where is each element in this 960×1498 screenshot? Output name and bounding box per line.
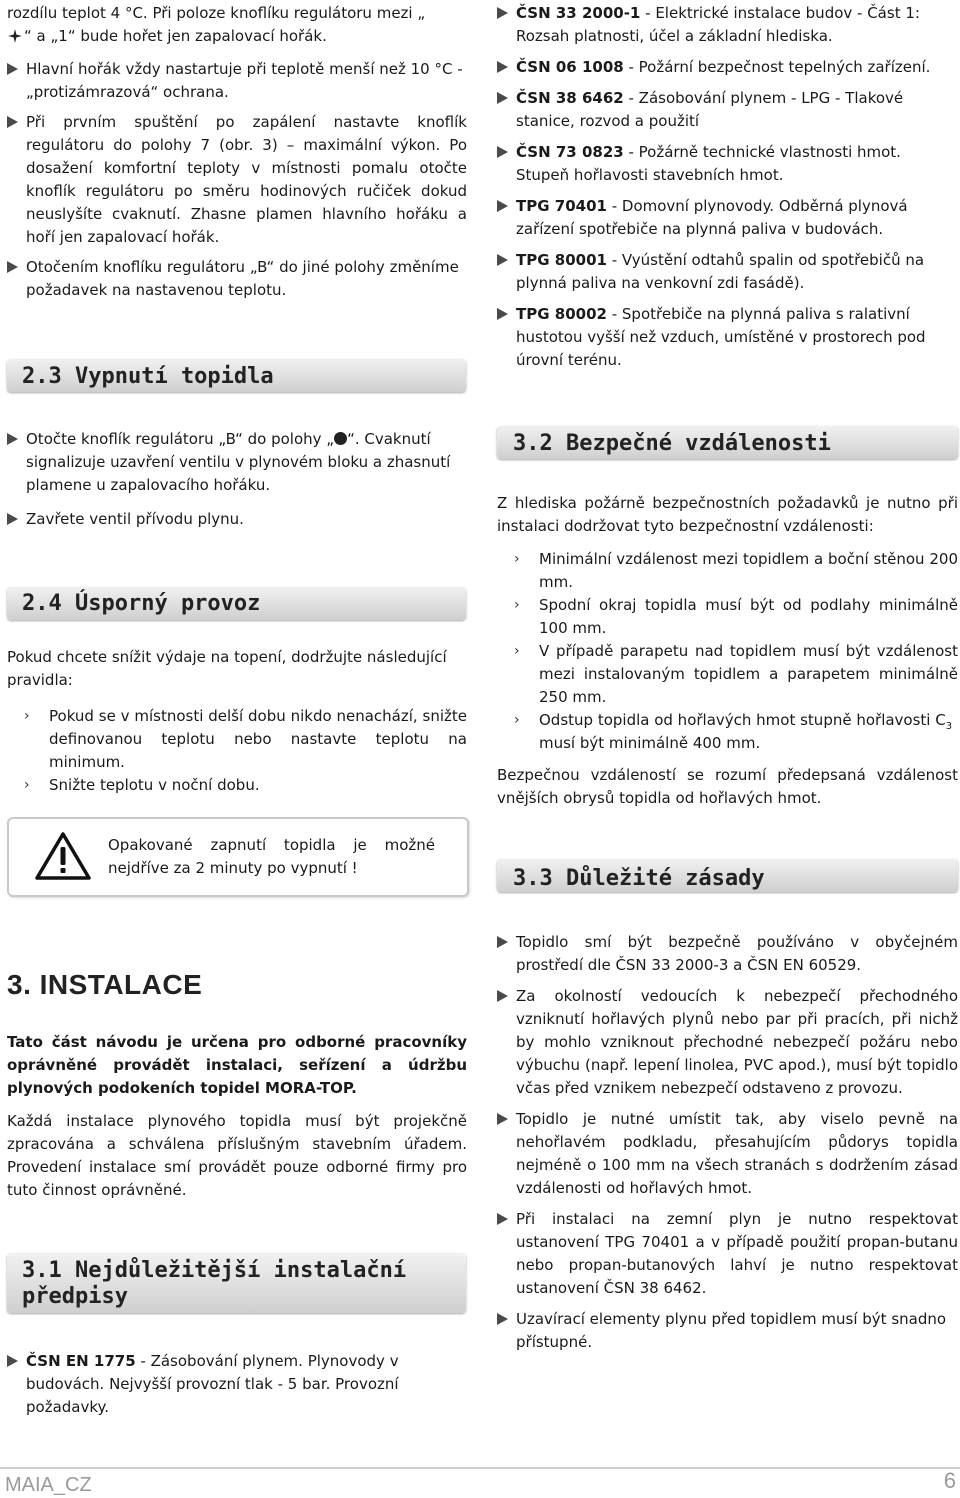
predpis-item: TPG 80002 - Spotřebiče na plynná paliva s ralativní hustotou vyšší než vzduch, umístěné v prostorech pod úrovní terénu. <box>497 303 958 372</box>
intro-text-a: rozdílu teplot 4 °C. Při poloze knoflíku regulátoru mezi „ <box>7 4 426 22</box>
zasada-item: Při instalaci na zemní plyn je nutno respektovat ustanovení TPG 70401 a v případě použití propan-butanu nebo propan-butanových lahví je nutno respektovat ustanovení ČSN 38 6462. <box>497 1208 958 1300</box>
warning-triangle-icon <box>34 831 92 881</box>
heading-instalacni-predpisy: 3.1 Nejdůležitější instalační předpisy <box>22 1258 407 1309</box>
zasada-item: Topidlo smí být bezpečně používáno v obyčejném prostředí dle ČSN 33 2000-3 a ČSN EN 60529. <box>497 931 958 977</box>
predpisy-list <box>497 2 958 372</box>
predpis-csn-en-1775: ČSN EN 1775 - Zásobování plynem. Plynovody v budovách. Nejvyšší provozní tlak - 5 bar. Provozní požadavky. <box>7 1350 467 1419</box>
footer-page-number: 6 <box>943 1468 956 1493</box>
bullet-otocte-knoflik: Otočte knoflík regulátoru „B“ do polohy „ “. Cvaknutí signalizuje uzavření ventilu v plynovém bloku a zhasnutí plamene u zapalovacího hořáku. <box>7 428 467 497</box>
vzdalenost-item: › V případě parapetu nad topidlem musí být vzdálenost mezi instalovaným topidlem a parapetem minimálně 250 mm. <box>514 642 958 706</box>
predpis-item: ČSN 73 0823 - Požárně technické vlastnosti hmot. Stupeň hořlavosti stavebních hmot. <box>497 141 958 187</box>
warning-box <box>7 817 469 897</box>
predpis-item: ČSN 38 6462 - Zásobování plynem - LPG - Tlakové stanice, rozvod a použití <box>497 87 958 133</box>
bullet-hlavni-horak: Hlavní hořák vždy nastartuje při teplotě menší než 10 °C - „protizámrazová“ ochrana. <box>7 58 467 104</box>
bullet-prvni-spusteni: Při prvním spuštění po zapálení nastavte knoflík regulátoru do polohy 7 (obr. 3) – maximální výkon. Po dosažení komfortní teploty v místnosti pomalu otočte knoflík regulátoru po směru hodinových ručiček dokud neuslyšíte cvaknutí. Zhasne plamen hlavního hořáku a hoří jen zapalovací hořák. <box>7 111 467 249</box>
usporny-intro: Pokud chcete snížit výdaje na topení, dodržujte následující pravidla: <box>7 648 447 689</box>
bullet-otocenim: Otočením knoflíku regulátoru „B“ do jiné polohy změníme požadavek na nastavenou teplotu. <box>7 256 467 302</box>
zasada-item: Uzavírací elementy plynu před topidlem musí být snadno přístupné. <box>497 1308 958 1354</box>
intro-text-b: “ a „1“ bude hořet jen zapalovací hořák. <box>24 27 327 45</box>
flame-symbol-icon <box>7 28 23 44</box>
vzdalenost-item: › Odstup topidla od hořlavých hmot stupně hořlavosti $C_3$ musí být minimálně 400 mm. <box>514 711 953 752</box>
off-position-dot-icon <box>334 432 347 445</box>
heading-bezpecne-vzdalenosti: 3.2 Bezpečné vzdálenosti <box>513 431 831 456</box>
usporny-item: › Pokud se v místnosti delší dobu nikdo nenachází, snižte definovanou teplotu nebo nastavte teplotu na minimum. <box>24 707 467 771</box>
zasada-item: Za okolností vedoucích k nebezpečí přechodného vzniknutí hořlavých plynů nebo par při pracích, při nichž by mohlo vzniknout přechodné nebezpečí požáru nebo výbuchu (např. lepení linolea, PVC apod.), musí být topidlo včas před vznikem nebezpečí odstaveno z provozu. <box>497 985 958 1100</box>
vzdalenost-item: › Spodní okraj topidla musí být od podlahy minimálně 100 mm. <box>514 596 958 637</box>
instalace-intro-bold: Tato část návodu je určena pro odborné pracovníky oprávněné provádět instalaci, seřízení a údržbu plynových podokeních topidel MORA-TOP. <box>7 1033 467 1097</box>
footer-divider <box>0 1467 960 1469</box>
footer-doc-code: MAIA_CZ <box>5 1474 92 1496</box>
predpis-item: TPG 80001 - Vyústění odtahů spalin od spotřebičů na plynná paliva na venkovní zdi fasádě). <box>497 249 958 295</box>
vzdalenosti-note: Bezpečnou vzdáleností se rozumí předepsaná vzdálenost vnějších obrysů topidla od hořlavých hmot. <box>497 766 958 807</box>
heading-instalace: 3. INSTALACE <box>7 969 203 1000</box>
vzdalenosti-intro: Z hlediska požárně bezpečnostních požadavků je nutno při instalaci dodržovat tyto bezpečnostní vzdálenosti: <box>497 494 958 535</box>
heading-vypnuti-topidla: 2.3 Vypnutí topidla <box>22 364 274 389</box>
predpis-item: ČSN 33 2000-1 - Elektrické instalace budov - Část 1: Rozsah platnosti, účel a základní hlediska. <box>497 2 958 48</box>
heading-dulezite-zasady: 3.3 Důležité zásady <box>513 866 765 891</box>
vzdalenost-item: › Minimální vzdálenost mezi topidlem a boční stěnou 200 mm. <box>514 550 958 591</box>
intro-continuation <box>7 2 467 48</box>
heading-usporny-provoz: 2.4 Úsporný provoz <box>22 591 261 616</box>
predpis-item: TPG 70401 - Domovní plynovody. Odběrná plynová zařízení spotřebiče na plynná paliva v budovách. <box>497 195 958 241</box>
instalace-text: Každá instalace plynového topidla musí být projekčně zpracována a schválena příslušným stavebním úřadem. Provedení instalace smí provádět pouze odborné firmy pro tuto činnost oprávněné. <box>7 1112 467 1199</box>
warning-text: Opakované zapnutí topidla je možné nejdříve za 2 minuty po vypnutí ! <box>108 836 435 877</box>
bullet-zavrete-ventil: Zavřete ventil přívodu plynu. <box>7 508 467 531</box>
zasada-item: Topidlo je nutné umístit tak, aby viselo pevně na nehořlavém podkladu, přesahujícím půdorys topidla nejméně o 100 mm na všech stranách s dodržením zásad vzdálenosti od hořlavých hmot. <box>497 1108 958 1200</box>
usporny-item: › Snižte teplotu v noční dobu. <box>24 776 260 794</box>
predpis-item: ČSN 06 1008 - Požární bezpečnost tepelných zařízení. <box>497 56 958 79</box>
